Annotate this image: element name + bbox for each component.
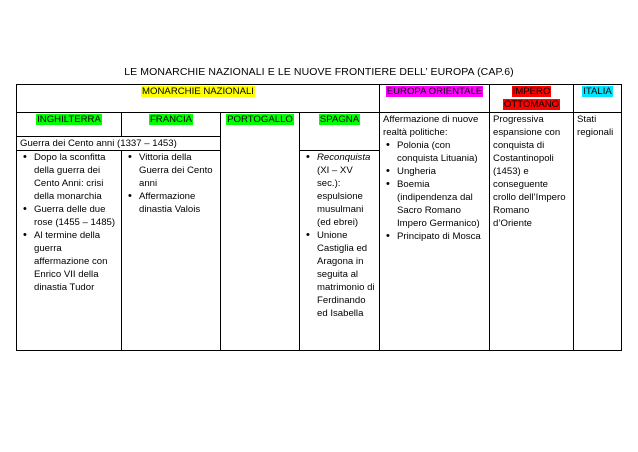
- guerra-cento-anni-label: Guerra dei Cento anni (1337 – 1453): [20, 138, 177, 149]
- list-item: • Al termine della guerra affermazione con Enrico VII della dinastia Tudor: [34, 229, 118, 294]
- list-item: • Dopo la sconfitta della guerra dei Cento Anni: crisi della monarchia: [34, 151, 118, 203]
- header-impero-line2: OTTOMANO: [503, 99, 560, 110]
- header-monarchie-nazionali: [17, 85, 380, 113]
- subheader-portogallo-label: PORTOGALLO: [227, 114, 293, 125]
- italia-cell: [574, 113, 622, 351]
- list-item: [317, 151, 376, 229]
- list-item: [317, 229, 376, 320]
- guerra-cento-anni-cell: [17, 137, 221, 151]
- europa-orientale-cell: [380, 113, 490, 351]
- header-monarchie-label: MONARCHIE NAZIONALI: [142, 86, 254, 97]
- subheader-francia-label: FRANCIA: [149, 114, 193, 125]
- subheader-portogallo: [221, 113, 300, 351]
- europa-intro: Affermazione di nuove realtà politiche:: [383, 114, 479, 138]
- francia-cell: [122, 151, 221, 351]
- inghilterra-cell: [17, 151, 122, 351]
- subheader-spagna-label: SPAGNA: [319, 114, 360, 125]
- list-item: • Vittoria della Guerra dei Cento anni: [139, 151, 217, 190]
- subheader-francia: [122, 113, 221, 137]
- list-item: • Principato di Mosca: [397, 230, 486, 243]
- italia-text: Stati regionali: [577, 114, 614, 138]
- unione-desc: Unione Castiglia ed Aragona in seguita al matrimonio di Ferdinando ed Isabella: [317, 230, 375, 319]
- subheader-spagna: [300, 113, 380, 151]
- subheader-inghilterra-label: INGHILTERRA: [37, 114, 101, 125]
- subheader-inghilterra: [17, 113, 122, 137]
- header-italia: [574, 85, 622, 113]
- header-europa-orientale: [380, 85, 490, 113]
- list-item: • Polonia (con conquista Lituania): [397, 139, 486, 165]
- reconquista-term: Reconquista: [317, 152, 371, 163]
- list-item: • Guerra delle due rose (1455 – 1485): [34, 203, 118, 229]
- spagna-list: [303, 151, 376, 320]
- list-item: • Boemia (indipendenza dal Sacro Romano Impero Germanico): [397, 178, 486, 230]
- header-impero-line1: IMPERO: [512, 86, 551, 97]
- inghilterra-list: [20, 151, 118, 294]
- impero-ottomano-cell: [490, 113, 574, 351]
- francia-list: [125, 151, 217, 216]
- summary-table: [16, 84, 622, 351]
- spagna-cell: [300, 151, 380, 351]
- page-title: LE MONARCHIE NAZIONALI E LE NUOVE FRONTIERE DELL’ EUROPA (CAP.6): [124, 66, 514, 78]
- header-impero-ottomano: [490, 85, 574, 113]
- impero-text: Progressiva espansione con conquista di Costantinopoli (1453) e conseguente crollo dell’Impero Romano d’Oriente: [493, 114, 566, 229]
- header-italia-label: ITALIA: [583, 86, 612, 97]
- list-item: • Affermazione dinastia Valois: [139, 190, 217, 216]
- europa-list: [383, 139, 486, 243]
- list-item: • Ungheria: [397, 165, 486, 178]
- reconquista-desc: (XI – XV sec.): espulsione musulmani (ed ebrei): [317, 165, 364, 228]
- header-europa-label: EUROPA ORIENTALE: [386, 86, 483, 97]
